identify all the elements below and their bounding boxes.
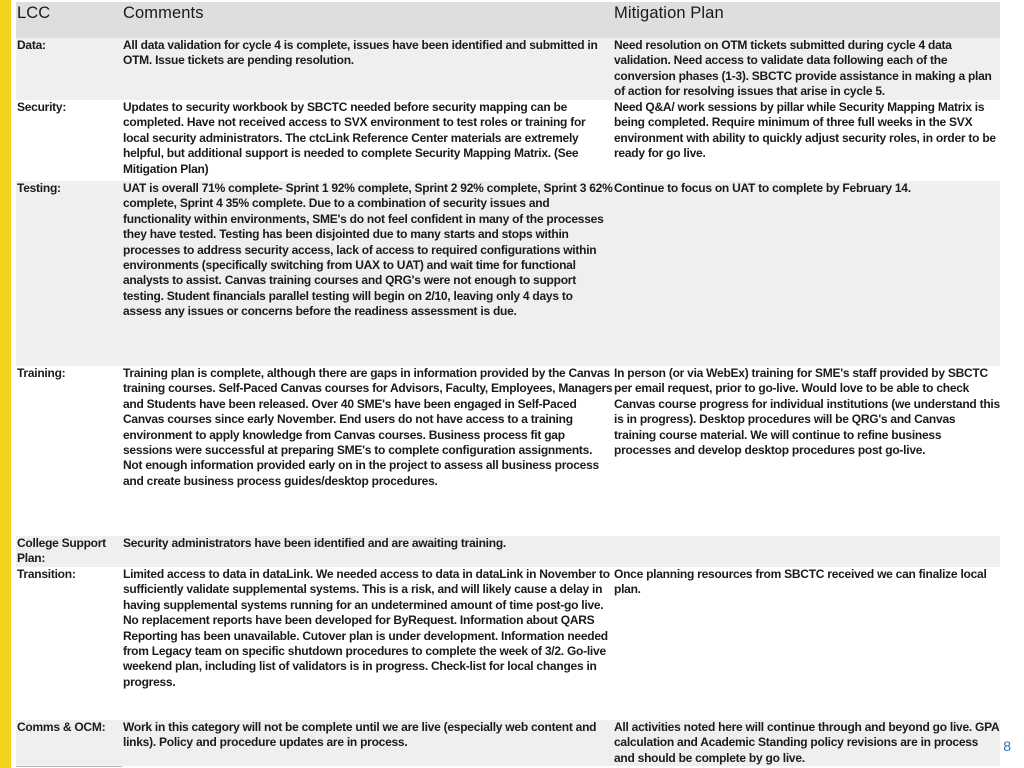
table-row-training	[16, 366, 1000, 536]
row-mitigation: Continue to focus on UAT to complete by February 14.	[614, 181, 911, 195]
status-table	[16, 2, 1000, 766]
accent-bar	[0, 0, 11, 768]
table-row-security	[16, 100, 1000, 181]
header-comments: Comments	[123, 4, 204, 22]
row-mitigation: In person (or via WebEx) training for SME's staff provided by SBCTC per email request, prior to go-live. Would love to be able to check Canvas course progress for individual institutions (we understand this is in progress). Desktop procedures will be QRG's and Canvas training course material. We will continue to refine business processes and develop desktop procedures post go-live.	[614, 366, 1000, 458]
table-row-testing	[16, 181, 1000, 366]
table-header	[16, 2, 1000, 38]
row-label: Training:	[17, 366, 66, 380]
header-mitigation: Mitigation Plan	[614, 4, 724, 22]
row-label: Testing:	[17, 181, 61, 195]
divider	[16, 766, 122, 767]
table-row-data	[16, 38, 1000, 100]
row-label: College Support Plan:	[17, 536, 106, 566]
row-comments: Security administrators have been identified and are awaiting training.	[123, 536, 507, 550]
row-comments: Training plan is complete, although there are gaps in information provided by the Canvas training courses. Self-Paced Canvas courses for Advisors, Faculty, Employees, Managers and Students have been released. Over 40 SME's have been engaged in Self-Paced Canvas courses since early November. End users do not have access to a training environment to apply knowledge from Canvas courses. Business process fit gap sessions were successful at preparing SME's to complete configuration assignments. Not enough information provided early on in the project to assess all business process and create business process guides/desktop procedures.	[123, 366, 613, 488]
row-label: Data:	[17, 38, 46, 52]
row-comments: Work in this category will not be complete until we are live (especially web content and links). Policy and procedure updates are in process.	[123, 720, 597, 750]
row-comments: Limited access to data in dataLink. We needed access to data in dataLink in November to sufficiently validate supplemental systems. This is a risk, and will likely cause a delay in having supplemental systems running for an undetermined amount of time post-go live. No replacement reports have been developed for ByRequest. Information about QARS Reporting has been unavailable. Cutover plan is under development. Information needed from Legacy team on specific shutdown procedures to complete the week of 3/2. Go-live weekend plan, including list of validators is in progress. Check-list for local changes in progress.	[123, 567, 610, 689]
row-mitigation: All activities noted here will continue through and beyond go live. GPA calculation and Academic Standing policy revisions are in process and should be complete by go live.	[614, 720, 999, 765]
table-row-college-support	[16, 536, 1000, 567]
row-comments: UAT is overall 71% complete- Sprint 1 92% complete, Sprint 2 92% complete, Sprint 3 62% complete, Sprint 4 35% complete. Due to a combination of security issues and functionality within environments, SME's do not feel confident in many of the processes they have tested. Testing has been disjointed due to many starts and stops within processes to address security access, lack of access to required configurations within environments (specifically switching from UAX to UAT) and wait time for functional analysts to assist. Canvas training courses and QRG's were not enough to support testing. Student financials parallel testing will begin on 2/10, leaving only 4 days to assess any issues or concerns before the readiness assessment is due.	[123, 181, 613, 319]
page-number: 8	[1003, 738, 1011, 754]
row-mitigation: Need resolution on OTM tickets submitted during cycle 4 data validation. Need access to validate data following each of the conversion phases (1-3). SBCTC provide assistance in making a plan of action for resolving issues that arise in cycle 5.	[614, 38, 992, 99]
header-lcc: LCC	[17, 4, 51, 22]
row-mitigation: Need Q&A/ work sessions by pillar while Security Mapping Matrix is being completed. Require minimum of three full weeks in the SVX environment with ability to quickly adjust security roles, in order to be ready for go live.	[614, 100, 996, 161]
row-label: Security:	[17, 100, 67, 114]
row-label: Transition:	[17, 567, 76, 581]
row-comments: Updates to security workbook by SBCTC needed before security mapping can be completed. Have not received access to SVX environment to test roles or training for local security administrators. The ctcLink Reference Center materials are extremely helpful, but additional support is needed to complete Security Mapping Matrix. (See Mitigation Plan)	[123, 100, 586, 176]
row-mitigation: Once planning resources from SBCTC received we can finalize local plan.	[614, 567, 987, 597]
row-label: Comms & OCM:	[17, 720, 106, 734]
row-comments: All data validation for cycle 4 is complete, issues have been identified and submitted in OTM. Issue tickets are pending resolution.	[123, 38, 598, 68]
table-row-comms-ocm	[16, 720, 1000, 766]
table-row-transition	[16, 567, 1000, 720]
